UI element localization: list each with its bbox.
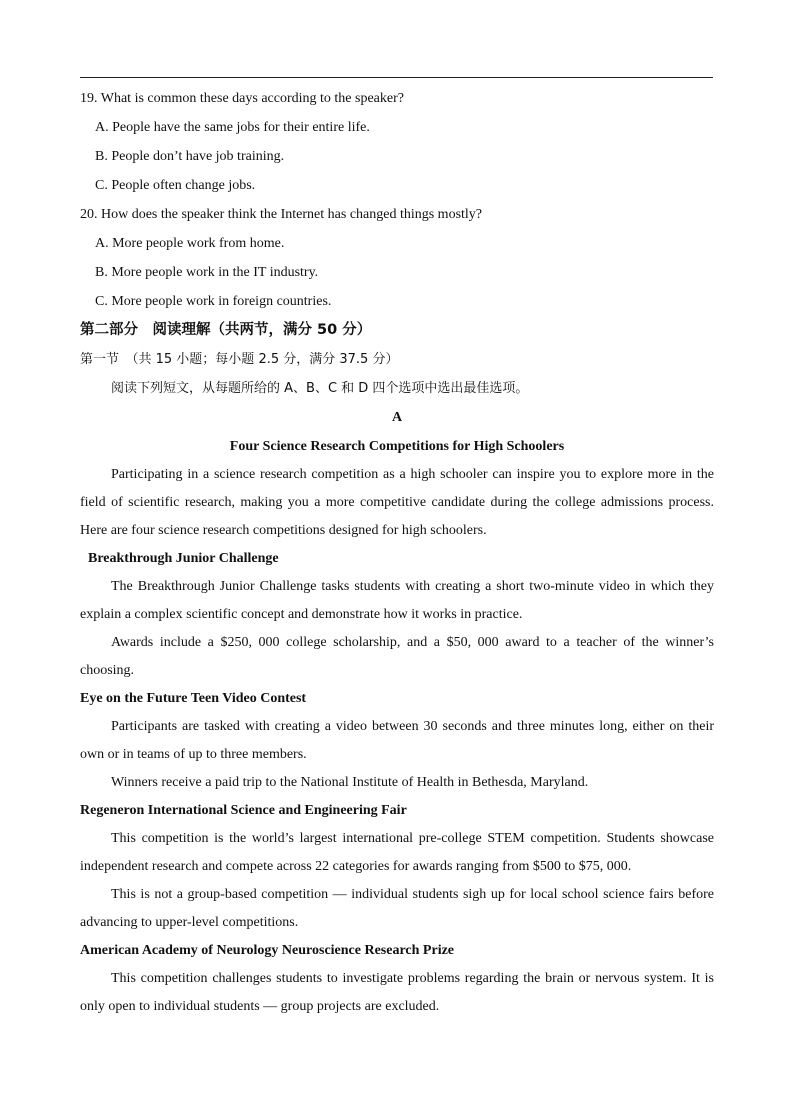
q20-option-c: C. More people work in foreign countries. bbox=[95, 294, 332, 309]
q20-option-a: A. More people work from home. bbox=[95, 236, 285, 251]
header-rule bbox=[80, 77, 713, 78]
competition-heading: American Academy of Neurology Neuroscience Research Prize bbox=[80, 943, 455, 958]
competition-paragraph: This competition challenges students to investigate problems regarding the brain or nervous system. It is only open to individual students — group projects are excluded. bbox=[80, 971, 714, 1014]
passage-title: Four Science Research Competitions for High Schoolers bbox=[229, 439, 565, 454]
part-two-title: 第二部分 阅读理解（共两节，满分 50 分） bbox=[80, 322, 372, 338]
reading-instruction: 阅读下列短文，从每题所给的 A、B、C 和 D 四个选项中选出最佳选项。 bbox=[111, 381, 529, 396]
q19-option-b: B. People don’t have job training. bbox=[95, 149, 285, 164]
competition-paragraph: This is not a group-based competition — individual students sigh up for local school science fairs before advancing to upper-level competitions. bbox=[80, 887, 714, 930]
competition-paragraph: Winners receive a paid trip to the National Institute of Health in Bethesda, Maryland. bbox=[111, 775, 589, 790]
competition-paragraph: Participants are tasked with creating a video between 30 seconds and three minutes long, either on their own or in teams of up to three members. bbox=[80, 719, 714, 762]
exam-page bbox=[80, 84, 714, 1021]
competition-paragraph: Awards include a $250, 000 college scholarship, and a $50, 000 award to a teacher of the winner’s choosing. bbox=[80, 635, 714, 678]
competition-heading: Regeneron International Science and Engineering Fair bbox=[80, 803, 407, 818]
passage-intro: Participating in a science research competition as a high schooler can inspire you to explore more in the field of scientific research, making you a more competitive candidate during the college admissions process. Here are four science research competitions designed for high schoolers. bbox=[80, 467, 714, 538]
question-20: 20. How does the speaker think the Internet has changed things mostly? bbox=[80, 207, 483, 222]
competition-paragraph: This competition is the world’s largest international pre-college STEM competition. Students showcase independent research and compete across 22 categories for awards ranging from $500 to $75, 000. bbox=[80, 831, 714, 874]
competition-heading: Eye on the Future Teen Video Contest bbox=[80, 691, 307, 706]
q19-option-c: C. People often change jobs. bbox=[95, 178, 256, 193]
question-19: 19. What is common these days according to the speaker? bbox=[80, 91, 404, 106]
competition-paragraph: The Breakthrough Junior Challenge tasks students with creating a short two-minute video in which they explain a complex scientific concept and demonstrate how it works in practice. bbox=[80, 579, 714, 622]
q19-option-a: A. People have the same jobs for their entire life. bbox=[95, 120, 370, 135]
passage-letter: A bbox=[391, 410, 403, 425]
q20-option-b: B. More people work in the IT industry. bbox=[95, 265, 319, 280]
section-one-title: 第一节 （共 15 小题；每小题 2.5 分，满分 37.5 分） bbox=[80, 352, 399, 367]
competition-heading: Breakthrough Junior Challenge bbox=[88, 551, 279, 566]
